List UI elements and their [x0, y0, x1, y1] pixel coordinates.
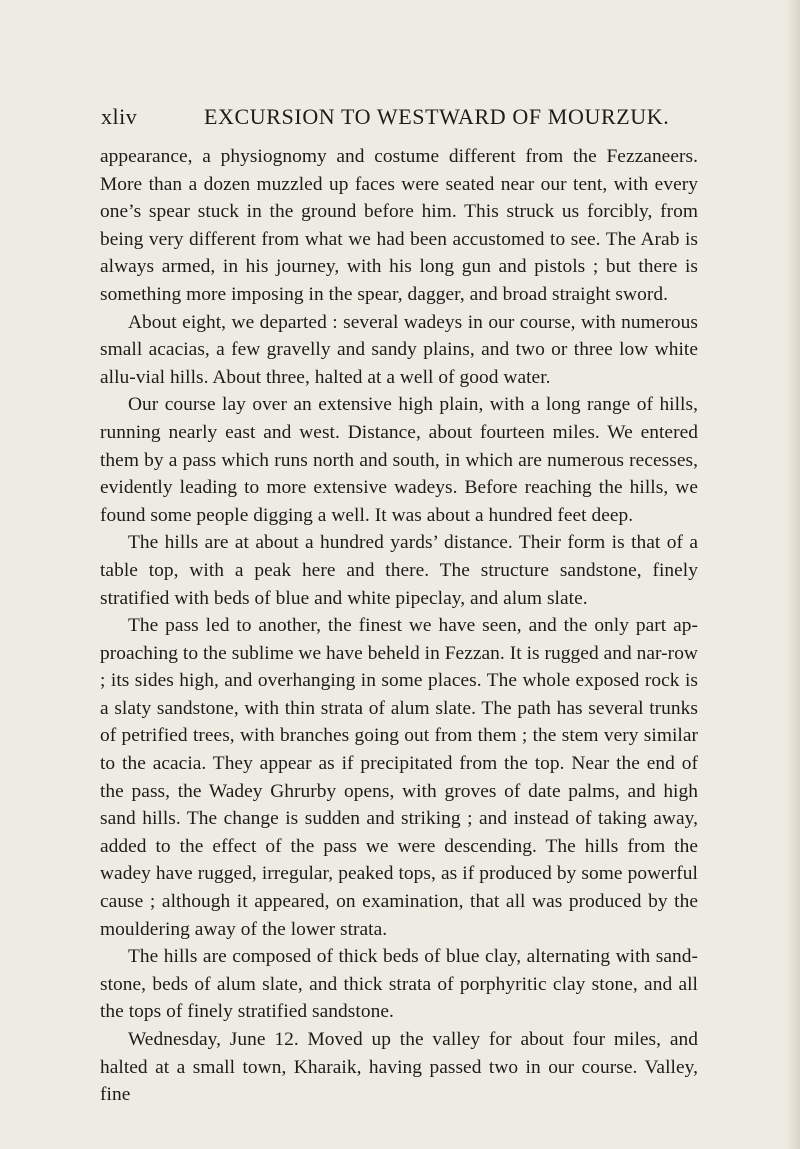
running-title: EXCURSION TO WESTWARD OF MOURZUK. [204, 104, 670, 129]
page-edge-shadow [786, 0, 800, 1149]
body-text [100, 143, 698, 1109]
page-number: xliv [101, 104, 138, 129]
paragraph: About eight, we departed : several wadeys in our course, with numerous small acacias, a few gravelly and sandy plains, and two or three low white allu-vial hills. About three, halted at a well of good water. [100, 311, 698, 388]
paragraph: The pass led to another, the finest we have seen, and the only part ap-proaching to the sublime we have beheld in Fezzan. It is rugged and nar-row ; its sides high, and overhanging in some places. The whole exposed rock is a slaty sandstone, with thin strata of alum slate. The path has several trunks of petrified trees, with branches going out from them ; the stem very similar to the acacia. They appear as if precipitated from the top. Near the end of the pass, the Wadey Ghrurby opens, with groves of date palms, and high sand hills. The change is sudden and striking ; and instead of taking away, added to the effect of the pass we were descending. The hills from the wadey have rugged, irregular, peaked tops, as if produced by some powerful cause ; although it appeared, on examination, that all was produced by the mouldering away of the lower strata. [100, 615, 698, 940]
paragraph: The hills are at about a hundred yards’ distance. Their form is that of a table top, with a peak here and there. The structure sandstone, finely stratified with beds of blue and white pipeclay, and alum slate. [100, 532, 698, 609]
paragraph: appearance, a physiognomy and costume different from the Fezzaneers. More than a dozen muzzled up faces were seated near our tent, with every one’s spear stuck in the ground before him. This struck us forcibly, from being very different from what we had been accustomed to see. The Arab is always armed, in his journey, with his long gun and pistols ; but there is something more imposing in the spear, dagger, and broad straight sword. [100, 146, 698, 305]
paragraph: The hills are composed of thick beds of blue clay, alternating with sand-stone, beds of alum slate, and thick strata of porphyritic clay stone, and all the tops of finely stratified sandstone. [100, 946, 698, 1023]
paragraph: Wednesday, June 12. Moved up the valley for about four miles, and halted at a small town, Kharaik, having passed two in our course. Valley, fine [100, 1029, 698, 1106]
paragraph: Our course lay over an extensive high plain, with a long range of hills, running nearly east and west. Distance, about fourteen miles. We entered them by a pass which runs north and south, in which are numerous recesses, evidently leading to more extensive wadeys. Before reaching the hills, we found some people digging a well. It was about a hundred feet deep. [100, 394, 698, 526]
page-header [101, 104, 697, 134]
